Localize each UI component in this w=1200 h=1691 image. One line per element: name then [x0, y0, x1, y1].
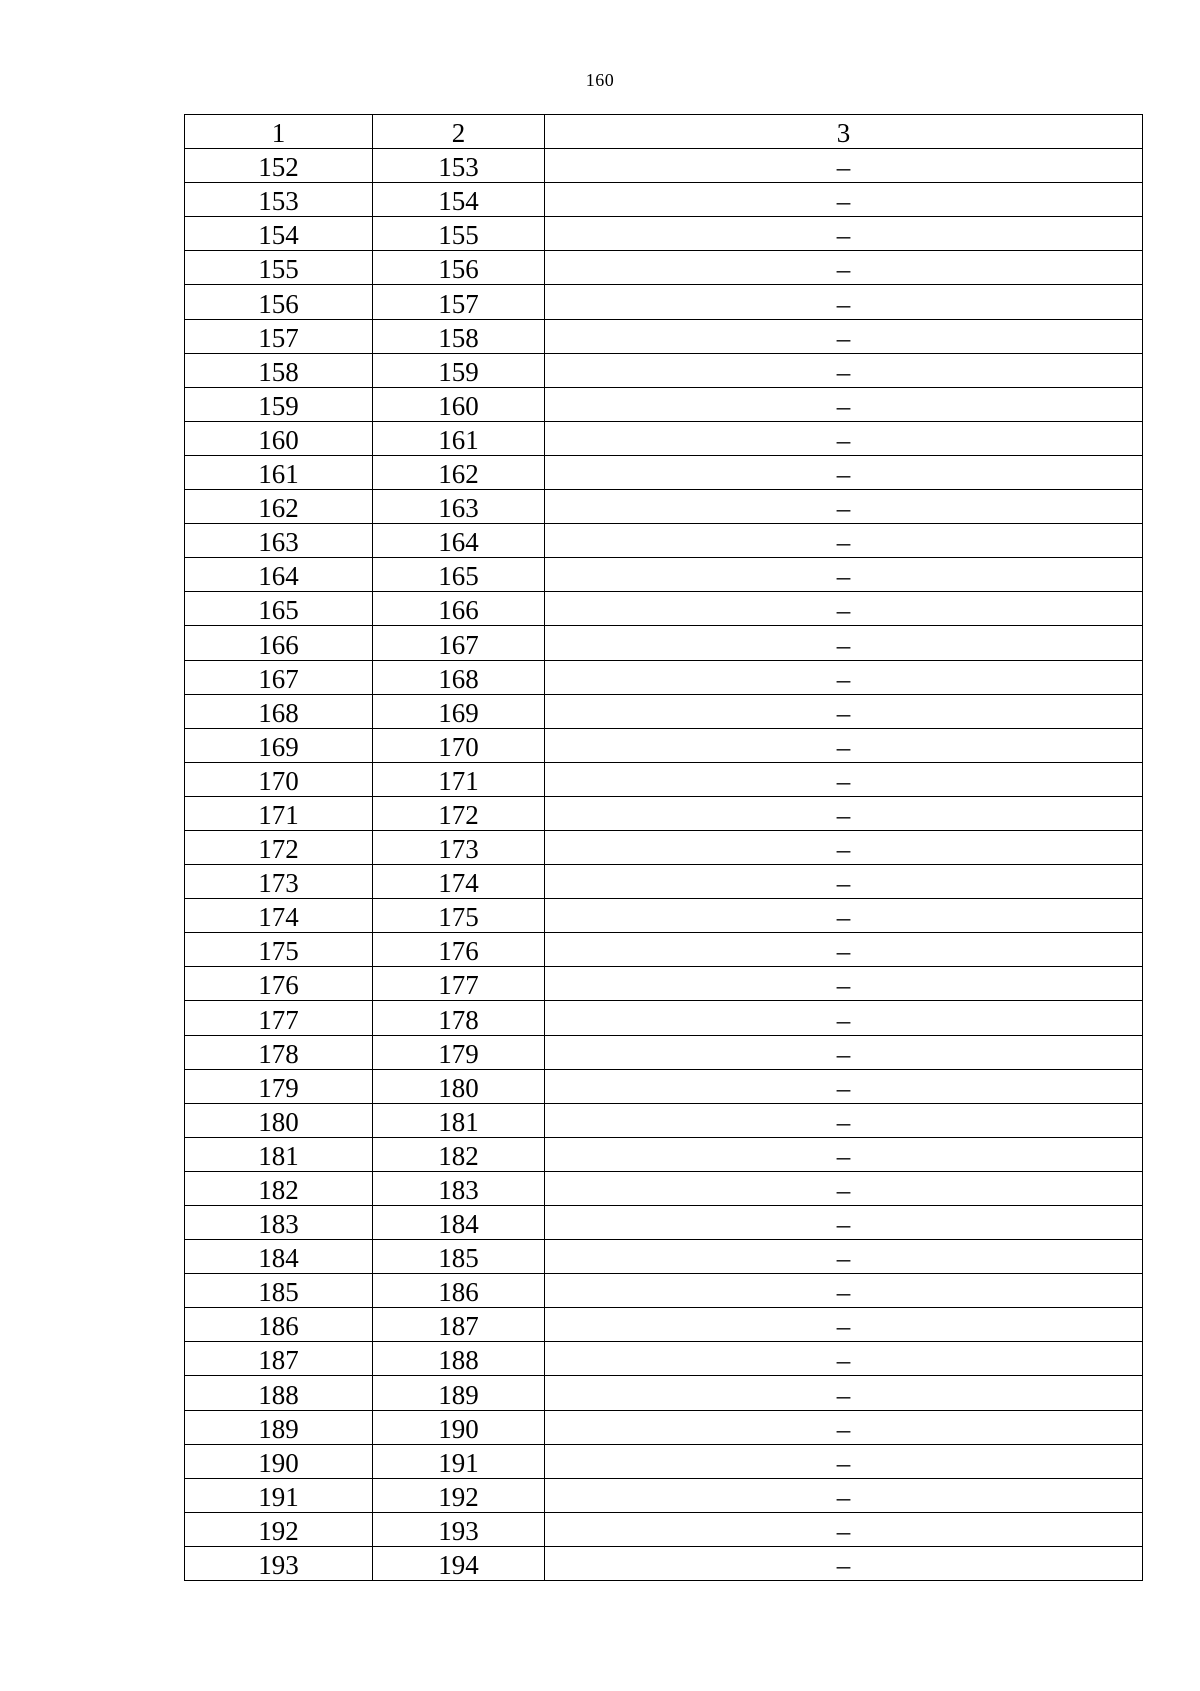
table-cell-col1: 157	[185, 319, 373, 353]
table-cell-col1: 175	[185, 933, 373, 967]
table-row	[185, 899, 1143, 933]
table-cell-col2: 179	[373, 1035, 545, 1069]
table-row	[185, 694, 1143, 728]
table-cell-col1: 168	[185, 694, 373, 728]
table-cell-col2: 185	[373, 1240, 545, 1274]
table-cell-col1: 188	[185, 1376, 373, 1410]
table-cell-col1: 178	[185, 1035, 373, 1069]
table-cell-col1: 186	[185, 1308, 373, 1342]
table-cell-col3: –	[545, 1137, 1143, 1171]
table-cell-col1: 152	[185, 149, 373, 183]
table-row	[185, 1035, 1143, 1069]
table-cell-col3: –	[545, 1308, 1143, 1342]
table-cell-col3: –	[545, 1035, 1143, 1069]
table-cell-col2: 159	[373, 353, 545, 387]
table-cell-col2: 167	[373, 626, 545, 660]
table-cell-col2: 178	[373, 1001, 545, 1035]
table-cell-col1: 177	[185, 1001, 373, 1035]
table-cell-col2: 158	[373, 319, 545, 353]
table-cell-col1: 156	[185, 285, 373, 319]
table-row	[185, 1171, 1143, 1205]
table-cell-col2: 171	[373, 762, 545, 796]
table-cell-col1: 189	[185, 1410, 373, 1444]
table-row	[185, 592, 1143, 626]
table-cell-col1: 193	[185, 1546, 373, 1580]
table-cell-col2: 153	[373, 149, 545, 183]
table-cell-col3: –	[545, 626, 1143, 660]
table-row	[185, 455, 1143, 489]
table-cell-col1: 170	[185, 762, 373, 796]
table-cell-col1: 158	[185, 353, 373, 387]
table-cell-col1: 183	[185, 1206, 373, 1240]
table-cell-col3: –	[545, 660, 1143, 694]
table-cell-col2: 176	[373, 933, 545, 967]
table-cell-col3: –	[545, 728, 1143, 762]
table-cell-col2: 187	[373, 1308, 545, 1342]
page-number: 160	[585, 70, 615, 90]
table-cell-col3: –	[545, 1001, 1143, 1035]
table-row	[185, 1444, 1143, 1478]
table-cell-col1: 192	[185, 1512, 373, 1546]
table-cell-col1: 190	[185, 1444, 373, 1478]
table-row	[185, 728, 1143, 762]
table-row	[185, 217, 1143, 251]
table-cell-col3: –	[545, 251, 1143, 285]
table-cell-col1: 155	[185, 251, 373, 285]
table-cell-col3: –	[545, 694, 1143, 728]
table-cell-col2: 177	[373, 967, 545, 1001]
table-cell-col2: 157	[373, 285, 545, 319]
table-cell-col2: 155	[373, 217, 545, 251]
table-cell-col1: 161	[185, 455, 373, 489]
table-cell-col2: 182	[373, 1137, 545, 1171]
table-cell-col1: 165	[185, 592, 373, 626]
table-cell-col1: 181	[185, 1137, 373, 1171]
table-cell-col2: 164	[373, 524, 545, 558]
table-row	[185, 762, 1143, 796]
table-row	[185, 251, 1143, 285]
table-cell-col3: –	[545, 1478, 1143, 1512]
table-cell-col3: –	[545, 967, 1143, 1001]
table-cell-col2: 183	[373, 1171, 545, 1205]
table-cell-col1: 180	[185, 1103, 373, 1137]
table-cell-col3: –	[545, 319, 1143, 353]
table-row	[185, 1274, 1143, 1308]
table-cell-col3: –	[545, 1546, 1143, 1580]
table-cell-col2: 184	[373, 1206, 545, 1240]
table-row	[185, 865, 1143, 899]
table-cell-col3: –	[545, 1444, 1143, 1478]
table-cell-col3: –	[545, 1240, 1143, 1274]
table-cell-col1: 179	[185, 1069, 373, 1103]
table-cell-col3: –	[545, 1103, 1143, 1137]
table-row	[185, 183, 1143, 217]
table-cell-col2: 173	[373, 830, 545, 864]
table-cell-col3: –	[545, 899, 1143, 933]
table-cell-col3: –	[545, 1410, 1143, 1444]
table-cell-col2: 189	[373, 1376, 545, 1410]
table-row	[185, 1512, 1143, 1546]
table-row	[185, 1308, 1143, 1342]
table-row	[185, 524, 1143, 558]
table-row	[185, 1069, 1143, 1103]
table-cell-col3: –	[545, 796, 1143, 830]
table-cell-col2: 162	[373, 455, 545, 489]
table-cell-col3: –	[545, 353, 1143, 387]
table-row	[185, 933, 1143, 967]
table-cell-col3: –	[545, 455, 1143, 489]
table-row	[185, 1103, 1143, 1137]
table-cell-col1: 160	[185, 421, 373, 455]
table-cell-col1: 159	[185, 387, 373, 421]
column-header-2: 2	[373, 115, 545, 149]
table-cell-col1: 172	[185, 830, 373, 864]
column-header-3: 3	[545, 115, 1143, 149]
table-row	[185, 1342, 1143, 1376]
table-cell-col3: –	[545, 933, 1143, 967]
table-row	[185, 490, 1143, 524]
table-cell-col1: 154	[185, 217, 373, 251]
table-cell-col3: –	[545, 421, 1143, 455]
table-cell-col2: 194	[373, 1546, 545, 1580]
table-row	[185, 149, 1143, 183]
table-cell-col2: 163	[373, 490, 545, 524]
table-row	[185, 1001, 1143, 1035]
data-table	[184, 114, 1143, 1581]
table-cell-col1: 174	[185, 899, 373, 933]
table-cell-col3: –	[545, 1274, 1143, 1308]
table-cell-col1: 184	[185, 1240, 373, 1274]
table-row	[185, 1137, 1143, 1171]
table-cell-col2: 186	[373, 1274, 545, 1308]
table-cell-col3: –	[545, 1376, 1143, 1410]
table-row	[185, 1410, 1143, 1444]
table-cell-col3: –	[545, 762, 1143, 796]
table-cell-col1: 166	[185, 626, 373, 660]
table-row	[185, 967, 1143, 1001]
table-cell-col3: –	[545, 558, 1143, 592]
table-row	[185, 830, 1143, 864]
table-cell-col2: 165	[373, 558, 545, 592]
table-cell-col3: –	[545, 1206, 1143, 1240]
table-cell-col2: 154	[373, 183, 545, 217]
table-row	[185, 558, 1143, 592]
table-cell-col2: 190	[373, 1410, 545, 1444]
table-cell-col3: –	[545, 285, 1143, 319]
table-cell-col3: –	[545, 1171, 1143, 1205]
table-body	[185, 115, 1143, 1581]
table-cell-col2: 191	[373, 1444, 545, 1478]
table-row	[185, 1206, 1143, 1240]
table-cell-col3: –	[545, 524, 1143, 558]
table-cell-col3: –	[545, 1512, 1143, 1546]
table-cell-col1: 191	[185, 1478, 373, 1512]
table-row	[185, 285, 1143, 319]
table-cell-col2: 174	[373, 865, 545, 899]
table-header-row	[185, 115, 1143, 149]
table-cell-col2: 166	[373, 592, 545, 626]
table-cell-col1: 173	[185, 865, 373, 899]
table-cell-col1: 162	[185, 490, 373, 524]
table-cell-col3: –	[545, 592, 1143, 626]
table-row	[185, 421, 1143, 455]
table-cell-col2: 192	[373, 1478, 545, 1512]
table-cell-col3: –	[545, 830, 1143, 864]
table-cell-col2: 156	[373, 251, 545, 285]
table-cell-col2: 181	[373, 1103, 545, 1137]
table-cell-col2: 180	[373, 1069, 545, 1103]
table-cell-col3: –	[545, 217, 1143, 251]
table-row	[185, 387, 1143, 421]
table-row	[185, 660, 1143, 694]
column-header-1: 1	[185, 115, 373, 149]
table-cell-col1: 164	[185, 558, 373, 592]
table-cell-col1: 153	[185, 183, 373, 217]
table-cell-col2: 170	[373, 728, 545, 762]
table-row	[185, 626, 1143, 660]
table-cell-col2: 168	[373, 660, 545, 694]
table-row	[185, 1376, 1143, 1410]
table-cell-col1: 185	[185, 1274, 373, 1308]
table-cell-col1: 187	[185, 1342, 373, 1376]
table-cell-col2: 169	[373, 694, 545, 728]
table-row	[185, 1546, 1143, 1580]
table-cell-col1: 169	[185, 728, 373, 762]
table-cell-col1: 182	[185, 1171, 373, 1205]
table-row	[185, 319, 1143, 353]
table-cell-col3: –	[545, 1342, 1143, 1376]
table-cell-col3: –	[545, 183, 1143, 217]
table-cell-col3: –	[545, 1069, 1143, 1103]
table-cell-col1: 176	[185, 967, 373, 1001]
table-cell-col1: 171	[185, 796, 373, 830]
table-row	[185, 1240, 1143, 1274]
table-cell-col2: 172	[373, 796, 545, 830]
table-row	[185, 1478, 1143, 1512]
table-cell-col2: 161	[373, 421, 545, 455]
table-cell-col3: –	[545, 865, 1143, 899]
table-row	[185, 796, 1143, 830]
table-row	[185, 353, 1143, 387]
table-cell-col2: 160	[373, 387, 545, 421]
table-cell-col3: –	[545, 387, 1143, 421]
table-cell-col1: 163	[185, 524, 373, 558]
table-cell-col1: 167	[185, 660, 373, 694]
table-cell-col2: 188	[373, 1342, 545, 1376]
table-cell-col3: –	[545, 490, 1143, 524]
table-cell-col3: –	[545, 149, 1143, 183]
table-cell-col2: 175	[373, 899, 545, 933]
table-cell-col2: 193	[373, 1512, 545, 1546]
